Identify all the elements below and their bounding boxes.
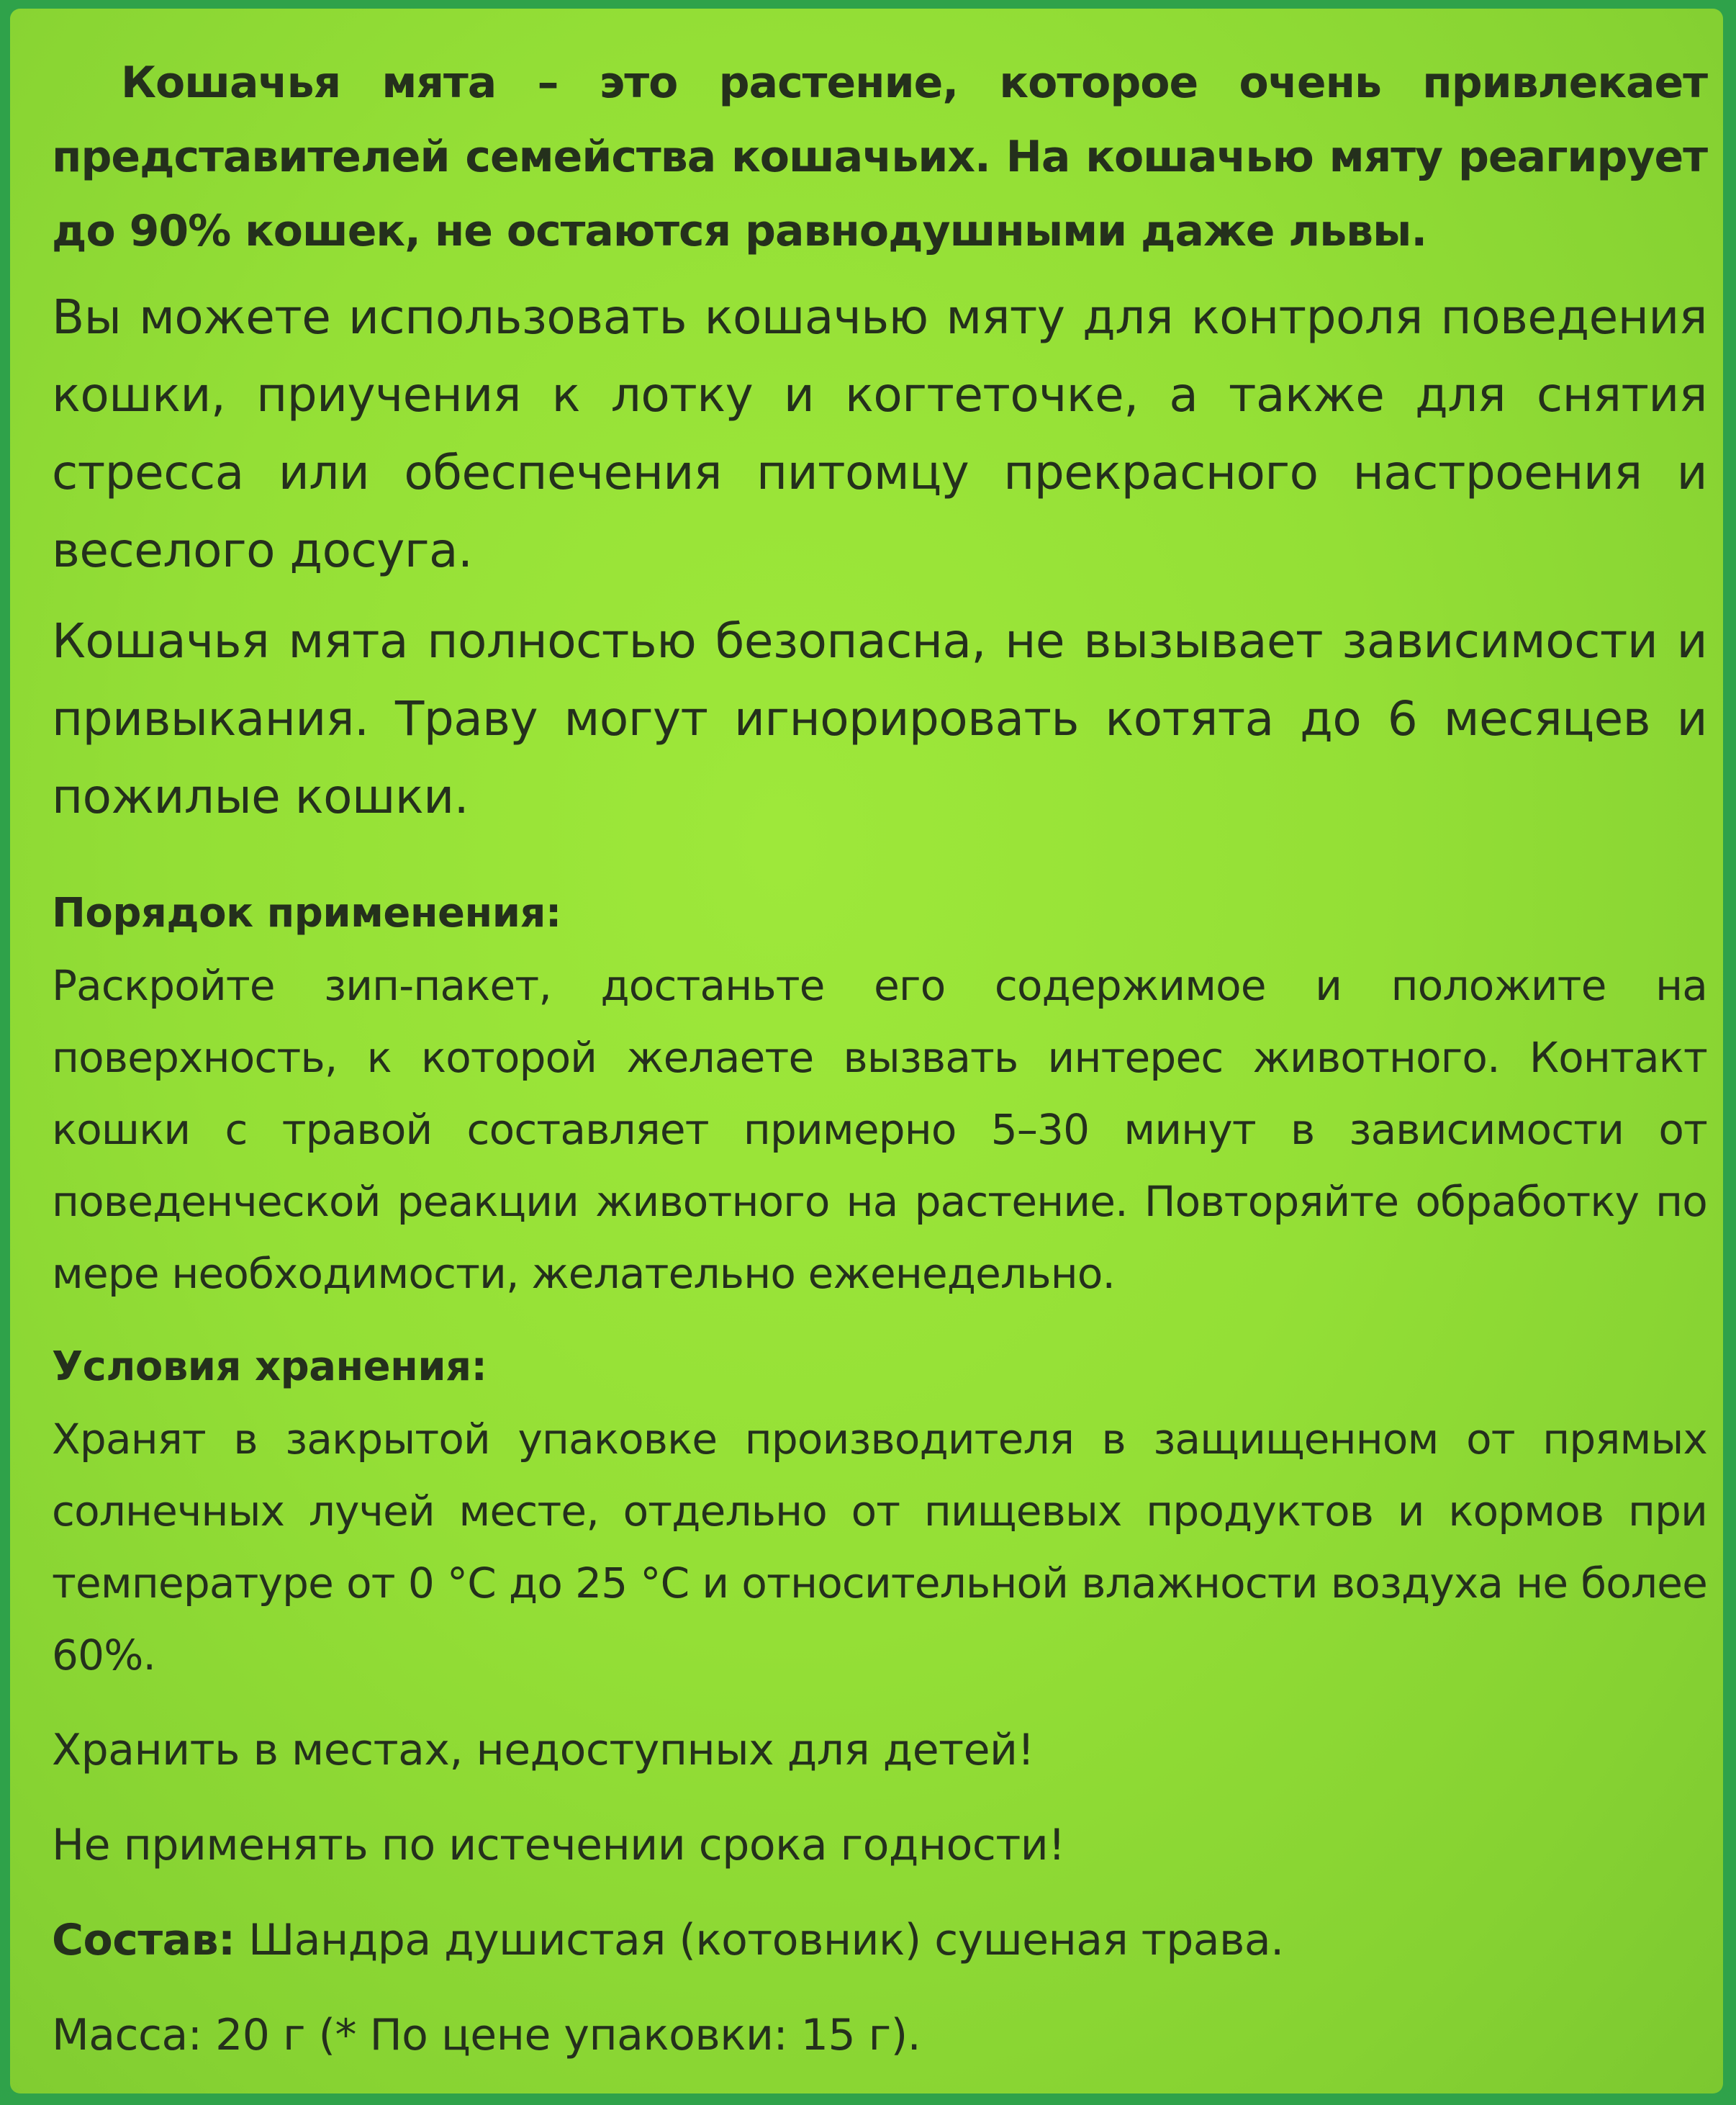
application-text: Раскройте зип-пакет, достаньте его содержимое и положите на поверхность, к которой желаете вызвать интерес животного. Контакт кошки с травой составляет примерно 5–30 минут в зависимости от поведенческой реакции животного на растение. Повторяйте обработку по мере необходимости, желательно еженедельно.: [52, 961, 1707, 1298]
storage-text: Хранят в закрытой упаковке производителя в защищенном от прямых солнечных лучей месте, отдельно от пищевых продуктов и кормов при температуре от 0 °С до 25 °С и относительной влажности воздуха не более 60%.: [52, 1415, 1707, 1680]
application-heading: Порядок применения:: [52, 890, 561, 937]
package-panel: [10, 9, 1723, 2093]
warning-children: Хранить в местах, недоступных для детей!: [52, 1725, 1035, 1775]
composition-line: [52, 1903, 1707, 1978]
intro-paragraph: Кошачья мята – это растение, которое очень привлекает представителей семейства кошачьих. На кошачью мяту реагирует до 90% кошек, не остаются равнодушными даже львы.: [52, 58, 1707, 256]
composition-value: Шандра душистая (котовник) сушеная трава.: [235, 1915, 1284, 1965]
safety-paragraph: Кошачья мята полностью безопасна, не вызывает зависимости и привыкания. Траву могут игнорировать котята до 6 месяцев и пожилые кошки.: [52, 613, 1707, 824]
mass-line: Масса: 20 г (* По цене упаковки: 15 г).: [52, 2010, 921, 2060]
text-block: [52, 46, 1707, 2073]
composition-label: Состав:: [52, 1915, 235, 1965]
use-paragraph: Вы можете использовать кошачью мяту для контроля поведения кошки, приучения к лотку и когтеточке, а также для снятия стресса или обеспечения питомцу прекрасного настроения и веселого досуга.: [52, 289, 1707, 578]
storage-heading: Условия хранения:: [52, 1343, 487, 1390]
warning-expiry: Не применять по истечении срока годности!: [52, 1820, 1065, 1870]
